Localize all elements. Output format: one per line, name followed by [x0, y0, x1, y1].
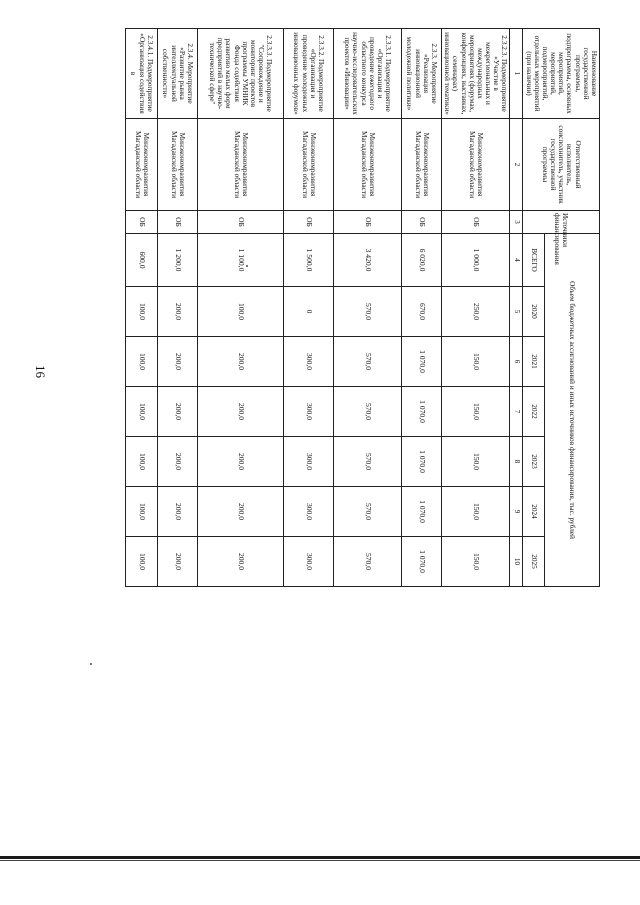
row-value: 150,0	[442, 437, 510, 487]
header-volume: Объем бюджетных ассигнований и иных источников финансирования, тыс. рублей	[544, 234, 599, 587]
row-value: 570,0	[334, 337, 402, 387]
header-year: ВСЕГО	[523, 234, 544, 287]
row-value: 150,0	[442, 487, 510, 537]
column-index: 5	[510, 287, 523, 337]
budget-table	[125, 28, 600, 587]
row-value: 1 070,0	[402, 437, 442, 487]
header-year: 2020	[523, 287, 544, 337]
row-value: 570,0	[334, 387, 402, 437]
row-name: 2.3.3.2. Подмероприятие «Организация и проведение молодежных инновационных форумов»	[284, 29, 334, 119]
row-value: 200,0	[158, 337, 198, 387]
row-value: 3 420,0	[334, 234, 402, 287]
rotated-page-content	[85, 28, 600, 586]
table-row	[442, 29, 510, 587]
row-value: 100,0	[126, 337, 158, 387]
row-value: 570,0	[334, 287, 402, 337]
row-value: 150,0	[442, 537, 510, 587]
row-value: 200,0	[158, 287, 198, 337]
row-source: ОБ	[158, 211, 198, 234]
column-index-row	[510, 29, 523, 587]
row-source: ОБ	[284, 211, 334, 234]
column-index: 6	[510, 337, 523, 387]
row-value: 200,0	[198, 537, 284, 587]
row-value: 300,0	[284, 537, 334, 587]
row-value: 100,0	[126, 437, 158, 487]
row-value: 1 070,0	[402, 487, 442, 537]
header-source: Источники финансирования	[523, 211, 600, 234]
row-value: 200,0	[198, 437, 284, 487]
header-year: 2023	[523, 437, 544, 487]
row-value: 1 200,0	[158, 234, 198, 287]
column-index: 4	[510, 234, 523, 287]
column-index: 7	[510, 387, 523, 437]
column-index: 9	[510, 487, 523, 537]
column-index: 2	[510, 119, 523, 211]
row-value: 1 000,0	[442, 234, 510, 287]
row-value: 100,0	[126, 537, 158, 587]
header-executor: Ответственный исполнитель, соисполнитель, участник государственной программы	[523, 119, 600, 211]
row-value: 200,0	[158, 437, 198, 487]
row-value: 1 070,0	[402, 387, 442, 437]
row-value: 1 500,0	[284, 234, 334, 287]
row-value: 300,0	[284, 487, 334, 537]
row-value: 200,0	[198, 337, 284, 387]
row-value: 100,0	[198, 287, 284, 337]
row-value: 300,0	[284, 387, 334, 437]
row-value: 600,0	[126, 234, 158, 287]
scan-speck	[90, 663, 92, 665]
table-row	[334, 29, 402, 587]
header-year: 2024	[523, 487, 544, 537]
row-value: 570,0	[334, 437, 402, 487]
row-source: ОБ	[442, 211, 510, 234]
scan-edge-line	[0, 856, 640, 859]
row-value: 570,0	[334, 487, 402, 537]
row-value: 200,0	[158, 537, 198, 587]
row-executor: Минэкономразвития Магаданской области	[126, 119, 158, 211]
row-name: 2.3.3.3. Подмероприятие "Сопровождение и мониторинг проектов программы УМНИК Фонда содействия развитию малых форм предприятий в научно-технической сфере"	[198, 29, 284, 119]
row-value: 150,0	[442, 337, 510, 387]
column-index: 10	[510, 537, 523, 587]
row-value: 200,0	[158, 387, 198, 437]
scan-edge-line	[0, 860, 640, 861]
row-value: 670,0	[402, 287, 442, 337]
table-row	[402, 29, 442, 587]
row-value: 100,0	[126, 387, 158, 437]
row-value: 6 020,0	[402, 234, 442, 287]
row-value: 100,0	[126, 287, 158, 337]
row-executor: Минэкономразвития Магаданской области	[334, 119, 402, 211]
row-value: 100,0	[126, 487, 158, 537]
row-executor: Минэкономразвития Магаданской области	[402, 119, 442, 211]
row-source: ОБ	[334, 211, 402, 234]
row-value: 200,0	[158, 487, 198, 537]
column-index: 1	[510, 29, 523, 119]
row-name: 2.3.2.3. Подмероприятие «Участие в межрегиональных и международных мероприятиях (форумах, конференциях, выставках, семинарах) инновационной тематики»	[442, 29, 510, 119]
row-value: 1 070,0	[402, 337, 442, 387]
row-value: 1 100,0	[198, 234, 284, 287]
row-value: 250,0	[442, 287, 510, 337]
column-index: 3	[510, 211, 523, 234]
table-row	[158, 29, 198, 587]
table-row	[126, 29, 158, 587]
table-row	[198, 29, 284, 587]
row-name: 2.3.4. Мероприятие «Развитие рынка интеллектуальной собственности»	[158, 29, 198, 119]
row-value: 150,0	[442, 387, 510, 437]
row-name: 2.3.3.1. Подмероприятие «Организация и проведение ежегодного областного конкурса научно-исследовательских проектов «Инновации»	[334, 29, 402, 119]
row-executor: Минэкономразвития Магаданской области	[158, 119, 198, 211]
header-year: 2025	[523, 537, 544, 587]
row-name: 2.3.3. Мероприятие «Реализация инновационной молодежной политики»	[402, 29, 442, 119]
row-source: ОБ	[198, 211, 284, 234]
row-executor: Минэкономразвития Магаданской области	[284, 119, 334, 211]
header-name: Наименование государственной программы, подпрограммы, основных мероприятий, мероприятий, подмероприятий, отдельных мероприятий (при наличии)	[523, 29, 600, 119]
row-source: ОБ	[126, 211, 158, 234]
row-value: 300,0	[284, 437, 334, 487]
header-year: 2021	[523, 337, 544, 387]
row-value: 200,0	[198, 487, 284, 537]
row-source: ОБ	[402, 211, 442, 234]
column-index: 8	[510, 437, 523, 487]
row-value: 200,0	[198, 387, 284, 437]
row-value: 570,0	[334, 537, 402, 587]
header-year: 2022	[523, 387, 544, 437]
row-executor: Минэкономразвития Магаданской области	[442, 119, 510, 211]
page-number: 16	[33, 365, 48, 378]
row-name: 2.3.4.1. Подмероприятие «Организация содействия в	[126, 29, 158, 119]
row-value: 300,0	[284, 337, 334, 387]
row-value: 1 070,0	[402, 537, 442, 587]
row-executor: Минэкономразвития Магаданской области	[198, 119, 284, 211]
row-value: 0	[284, 287, 334, 337]
table-row	[284, 29, 334, 587]
